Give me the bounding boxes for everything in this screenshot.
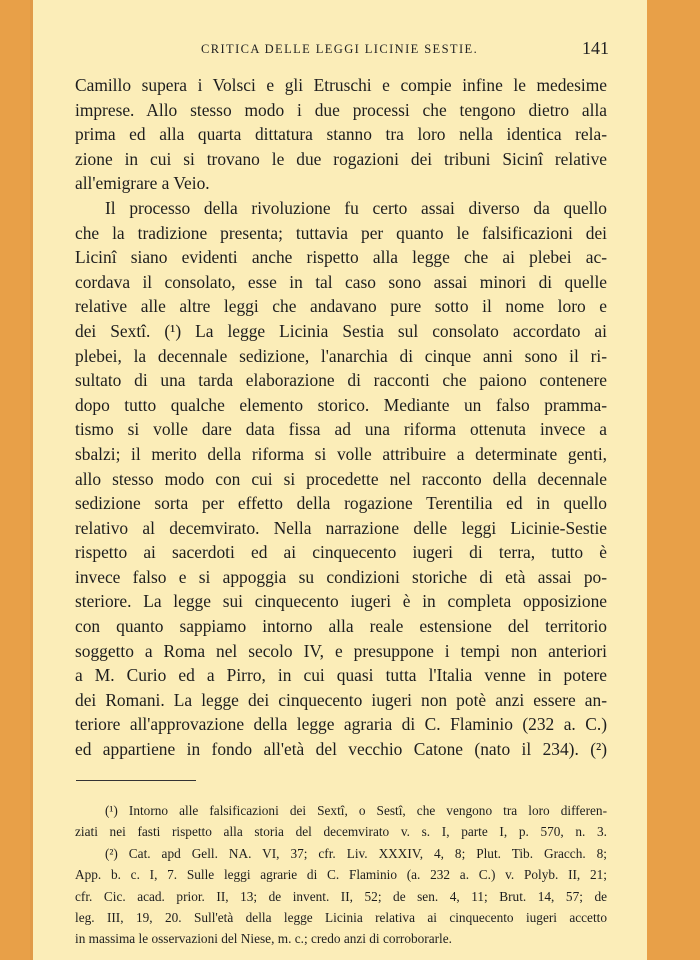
text-line: steriore. La legge sui cinquecento iugeri è in completa opposizione (75, 591, 607, 612)
text-line: zione in cui si trovano le due rogazioni dei tribuni Sicinî relative (75, 148, 607, 169)
footnote-line: ziati nei fasti rispetto alla storia del decemvirato v. s. I, parte I, p. 570, n. 3. (75, 824, 607, 840)
text-line: dopo tutto qualche elemento storico. Mediante un falso pramma- (75, 394, 607, 415)
text-line: ed appartiene in fondo all'età del vecchio Catone (nato il 234). (²) (75, 739, 607, 760)
footnote-line: (¹) Intorno alle falsificazioni dei Sextî, o Sestî, che vengono tra loro differen- (105, 803, 607, 818)
text-line: a M. Curio ed a Pirro, in cui quasi tutta l'Italia venne in potere (75, 665, 607, 686)
page-edge-shadow (30, 0, 33, 960)
book-page (30, 0, 647, 960)
text-line: plebei, la decennale sedizione, l'anarchia di cinque anni sono il ri- (75, 345, 607, 366)
text-line: teriore all'approvazione della legge agraria di C. Flaminio (232 a. C.) (75, 714, 607, 735)
text-line: rispetto ai sacerdoti ed ai cinquecento iugeri di terra, tutto è (75, 542, 607, 563)
footnotes (75, 800, 607, 950)
text-line: all'emigrare a Veio. (75, 173, 210, 194)
text-line: sbalzi; il merito della riforma si volle attribuire a determinate genti, (75, 443, 607, 464)
text-line: relative alle altre leggi che andavano pure sotto il nome loro e (75, 296, 607, 317)
text-line: con quanto sappiamo intorno alla reale estensione del territorio (75, 616, 607, 637)
text-line: Il processo della rivoluzione fu certo assai diverso da quello (105, 197, 607, 218)
text-line: sultato di una tarda elaborazione di racconti che paiono contenere (75, 370, 607, 391)
page-number: 141 (582, 38, 609, 58)
page-header (30, 38, 647, 64)
text-line: imprese. Allo stesso modo i due processi che tengono dietro alla (75, 99, 607, 120)
text-line: tismo si volle dare data fissa ad una riforma ottenuta invece a (75, 419, 607, 440)
text-line: cordava il consolato, esse in tal caso sono assai minori di quelle (75, 271, 607, 292)
text-line: Camillo supera i Volsci e gli Etruschi e compie infine le medesime (75, 75, 607, 95)
text-line: che la tradizione presenta; tuttavia per quanto le falsificazioni dei (75, 222, 607, 243)
footnote-line: cfr. Cic. acad. prior. II, 13; de invent. II, 52; de sen. 4, 11; Brut. 14, 57; de (75, 888, 607, 904)
text-line: sedizione sorta per effetto della rogazione Terentilia ed in quello (75, 493, 607, 514)
text-line: Licinî siano evidenti anche rispetto alla legge che ai plebei ac- (75, 247, 607, 268)
footnote-line: (²) Cat. apd Gell. NA. VI, 37; cfr. Liv. XXXIV, 4, 8; Plut. Tib. Gracch. 8; (105, 845, 607, 861)
footnote-divider (76, 780, 196, 781)
text-line: allo stesso modo con cui si procedette nel racconto della decennale (75, 468, 607, 489)
text-line: relativo al decemvirato. Nella narrazione delle leggi Licinie-Sestie (75, 517, 607, 538)
running-title: CRITICA DELLE LEGGI LICINIE SESTIE. (201, 42, 479, 56)
footnote-line: App. b. c. I, 7. Sulle leggi agrarie di C. Flaminio (a. 232 a. C.) v. Polyb. II, 21; (75, 867, 607, 883)
text-line: dei Romani. La legge dei cinquecento iugeri non potè anzi essere an- (75, 689, 607, 710)
text-line: dei Sextî. (¹) La legge Licinia Sestia sul consolato accordato ai (75, 320, 607, 341)
text-line: invece falso e si appoggia su condizioni storiche di età assai po- (75, 566, 607, 587)
main-text (75, 73, 607, 762)
text-line: prima ed alla quarta dittatura stanno tra loro nella identica rela- (75, 124, 607, 145)
text-line: soggetto a Roma nel secolo IV, e presuppone i tempi non anteriori (75, 640, 607, 661)
footnote-line: in massima le osservazioni del Niese, m. c.; credo anzi di corroborarle. (75, 931, 452, 947)
footnote-line: leg. III, 19, 20. Sull'età della legge Licinia relativa ai cinquecento iugeri accetto (75, 909, 607, 925)
